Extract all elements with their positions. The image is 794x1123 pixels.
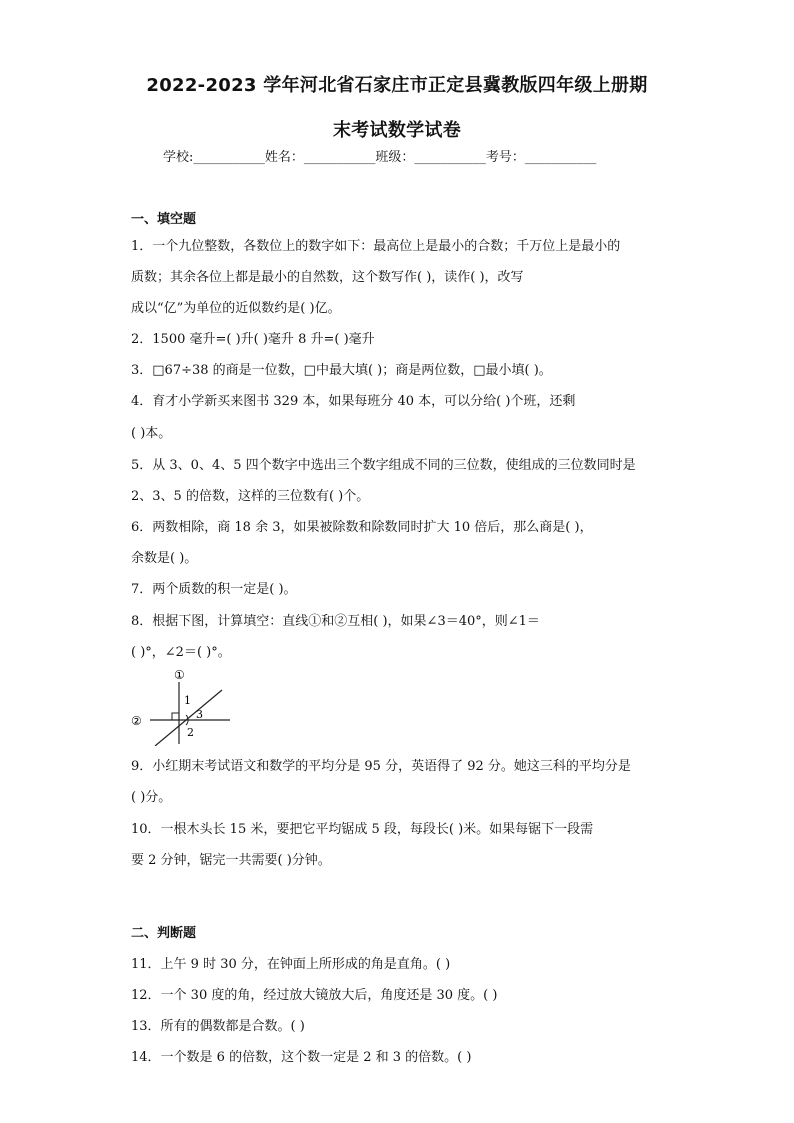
section-heading-fill-blank: 一、填空题 — [131, 212, 197, 227]
question-line: 8．根据下图，计算填空：直线①和②互相( )，如果∠3＝40°，则∠1＝ — [131, 614, 540, 629]
question-line: 13．所有的偶数都是合数。( ) — [131, 1019, 305, 1034]
right-angle-mark — [172, 713, 179, 720]
angle3-label: 3 — [196, 708, 203, 721]
question-line: 5．从 3、0、4、5 四个数字中选出三个数字组成不同的三位数，使组成的三位数同时是 — [131, 458, 636, 473]
angle2-label: 2 — [187, 726, 194, 739]
question-line: ( )本。 — [131, 426, 172, 441]
question-line: 6．两数相除，商 18 余 3，如果被除数和除数同时扩大 10 倍后，那么商是( )， — [131, 520, 593, 535]
angle1-label: 1 — [184, 694, 191, 707]
question-line: 10．一根木头长 15 米，要把它平均锯成 5 段，每段长( )米。如果每锯下一段需 — [131, 822, 594, 837]
exam-title-line2: 末考试数学试卷 — [332, 120, 462, 141]
question-line: 7．两个质数的积一定是( )。 — [131, 582, 297, 597]
question-line: 4．育才小学新买来图书 329 本，如果每班分 40 本，可以分给( )个班，还剩 — [131, 394, 576, 409]
line2-label: ② — [131, 714, 142, 728]
question-line: 2、3、5 的倍数，这样的三位数有( )个。 — [131, 489, 370, 504]
question-line: ( )分。 — [131, 790, 172, 805]
question-line: 1．一个九位整数，各数位上的数字如下：最高位上是最小的合数；千万位上是最小的 — [131, 239, 621, 254]
question-line: 14．一个数是 6 的倍数，这个数一定是 2 和 3 的倍数。( ) — [131, 1050, 472, 1065]
line1-label: ① — [174, 668, 185, 682]
question-line: 9．小红期末考试语文和数学的平均分是 95 分，英语得了 92 分。她这三科的平均分是 — [131, 759, 631, 774]
question-line: 成以“亿”为单位的近似数约是( )亿。 — [131, 301, 341, 316]
section-heading-true-false: 二、判断题 — [131, 926, 197, 941]
question-line: 要 2 分钟，锯完一共需要( )分钟。 — [131, 853, 331, 868]
question-line: 11．上午 9 时 30 分，在钟面上所形成的角是直角。( ) — [131, 957, 451, 972]
intersecting-lines-figure — [128, 664, 238, 746]
student-info-line: 学校:___________姓名：___________班级：___________考号：___________ — [163, 150, 597, 165]
question-line: ( )°，∠2＝( )°。 — [131, 645, 231, 660]
question-line: 12．一个 30 度的角，经过放大镜放大后，角度还是 30 度。( ) — [131, 988, 498, 1003]
question-line: 质数；其余各位上都是最小的自然数，这个数写作( )，读作( )，改写 — [131, 270, 524, 285]
exam-title-line1: 2022-2023 学年河北省石家庄市正定县冀教版四年级上册期 — [146, 75, 648, 96]
question-line: 3．□67÷38 的商是一位数，□中最大填( )；商是两位数，□最小填( )。 — [131, 363, 552, 378]
question-line: 余数是( )。 — [131, 551, 198, 566]
question-line: 2．1500 毫升=( )升( )毫升 8 升=( )毫升 — [131, 332, 375, 347]
